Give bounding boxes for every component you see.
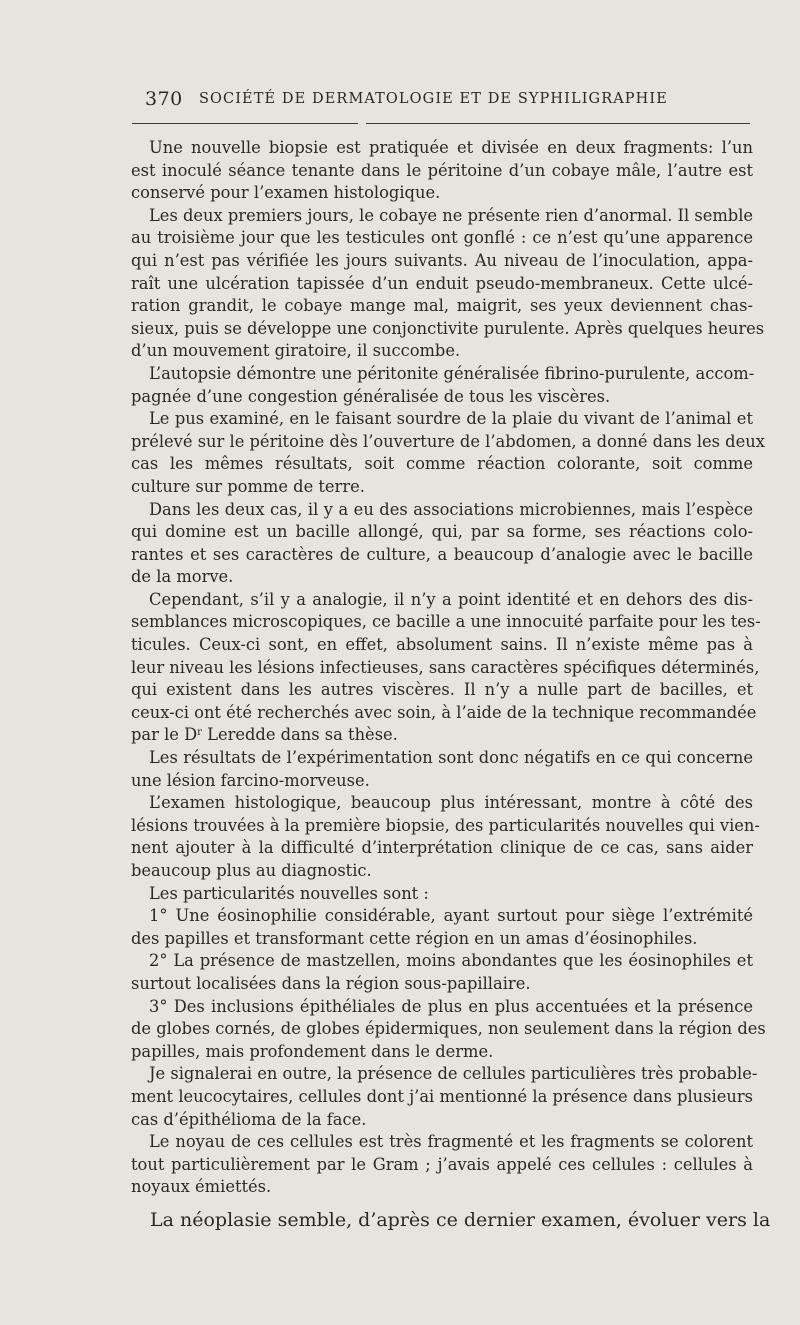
text-line: beaucoup plus au diagnostic. <box>131 861 372 880</box>
text-line: ceux-ci ont été recherchés avec soin, à l’aide de la technique recommandée <box>131 702 757 722</box>
page-number: 370 <box>145 88 183 110</box>
text-line: de globes cornés, de globes épidermiques, non seulement dans la région des <box>131 1019 766 1039</box>
text-line: L’examen histologique, beaucoup plus intéressant, montre à côté des <box>149 793 753 813</box>
text-line: conservé pour l’examen histologique. <box>131 183 441 203</box>
text-line: d’un mouvement giratoire, il succombe. <box>131 341 461 361</box>
text-line: est inoculé séance tenante dans le péritoine d’un cobaye mâle, l’autre est <box>131 160 753 180</box>
text-line: 1° Une éosinophilie considérable, ayant surtout pour siège l’extrémité <box>149 906 753 926</box>
header-rule-right <box>366 123 750 124</box>
text-line: cas les mêmes résultats, soit comme réaction colorante, soit comme <box>131 454 753 474</box>
text-line: 2° La présence de mastzellen, moins abondantes que les éosinophiles et <box>149 951 753 971</box>
text-line: nent ajouter à la difficulté d’interprétation clinique de ce cas, sans aider <box>131 838 753 858</box>
header-rule-left <box>132 123 358 124</box>
text-line: par le $D^r$ Leredde dans sa thèse. <box>131 725 398 745</box>
text-line: L’autopsie démontre une péritonite généralisée fibrino-purulente, accom- <box>149 363 755 383</box>
text-line: 3° Des inclusions épithéliales de plus en plus accentuées et la présence <box>149 996 753 1016</box>
text-line: Les résultats de l’expérimentation sont donc négatifs en ce qui concerne <box>149 748 753 768</box>
body-text <box>131 137 766 1199</box>
text-line: Une nouvelle biopsie est pratiquée et divisée en deux fragments: l’un <box>149 138 753 157</box>
text-line: Les particularités nouvelles sont : <box>149 883 429 903</box>
final-line: La néoplasie semble, d’après ce dernier examen, évoluer vers la <box>150 1209 771 1231</box>
text-line: ration grandit, le cobaye mange mal, maigrit, ses yeux deviennent chas- <box>131 296 753 316</box>
running-title: SOCIÉTÉ DE DERMATOLOGIE ET DE SYPHILIGRAPHIE <box>199 91 668 107</box>
text-line: raît une ulcération tapissée d’un enduit pseudo-membraneux. Cette ulcé- <box>131 273 753 293</box>
text-line: surtout localisées dans la région sous-papillaire. <box>131 973 531 993</box>
text-line: qui n’est pas vérifiée les jours suivants. Au niveau de l’inoculation, appa- <box>131 250 753 270</box>
text-line: sieux, puis se développe une conjonctivite purulente. Après quelques heures <box>131 318 765 338</box>
text-line: qui domine est un bacille allongé, qui, par sa forme, ses réactions colo- <box>131 522 753 542</box>
text-line: Je signalerai en outre, la présence de cellules particulières très probable- <box>149 1064 758 1084</box>
text-line: qui existent dans les autres viscères. Il n’y a nulle part de bacilles, et <box>131 680 753 700</box>
page-header <box>145 88 757 116</box>
text-line: semblances microscopiques, ce bacille a une innocuité parfaite pour les tes- <box>131 612 761 632</box>
text-line: rantes et ses caractères de culture, a beaucoup d’analogie avec le bacille <box>131 544 753 564</box>
text-line: tout particulièrement par le Gram ; j’avais appelé ces cellules : cellules à <box>131 1154 753 1174</box>
text-line: Dans les deux cas, il y a eu des associations microbiennes, mais l’espèce <box>149 499 753 519</box>
text-line: ment leucocytaires, cellules dont j’ai mentionné la présence dans plusieurs <box>131 1086 753 1106</box>
text-line: de la morve. <box>131 567 234 587</box>
text-line: Le pus examiné, en le faisant sourdre de la plaie du vivant de l’animal et <box>149 409 753 429</box>
text-line: lésions trouvées à la première biopsie, des particularités nouvelles qui vien- <box>131 815 760 835</box>
text-line: Le noyau de ces cellules est très fragmenté et les fragments se colorent <box>149 1132 753 1152</box>
text-line: leur niveau les lésions infectieuses, sans caractères spécifiques déterminés, <box>131 657 760 677</box>
text-line: cas d’épithélioma de la face. <box>131 1109 367 1129</box>
text-line: papilles, mais profondement dans le derme. <box>131 1041 494 1061</box>
text-line: prélevé sur le péritoine dès l’ouverture de l’abdomen, a donné dans les deux <box>131 431 765 451</box>
text-line: Les deux premiers jours, le cobaye ne présente rien d’anormal. Il semble <box>149 205 754 225</box>
text-line: des papilles et transformant cette région en un amas d’éosinophiles. <box>131 928 698 948</box>
text-line: noyaux émiettés. <box>131 1177 272 1197</box>
text-line: ticules. Ceux-ci sont, en effet, absolument sains. Il n’existe même pas à <box>131 635 753 655</box>
text-line: culture sur pomme de terre. <box>131 476 365 496</box>
text-line: au troisième jour que les testicules ont gonflé : ce n’est qu’une apparence <box>131 228 753 248</box>
text-line: une lésion farcino-morveuse. <box>131 770 370 790</box>
text-line: Cependant, s’il y a analogie, il n’y a point identité et en dehors des dis- <box>149 589 753 609</box>
text-line: pagnée d’une congestion généralisée de tous les viscères. <box>131 386 611 406</box>
